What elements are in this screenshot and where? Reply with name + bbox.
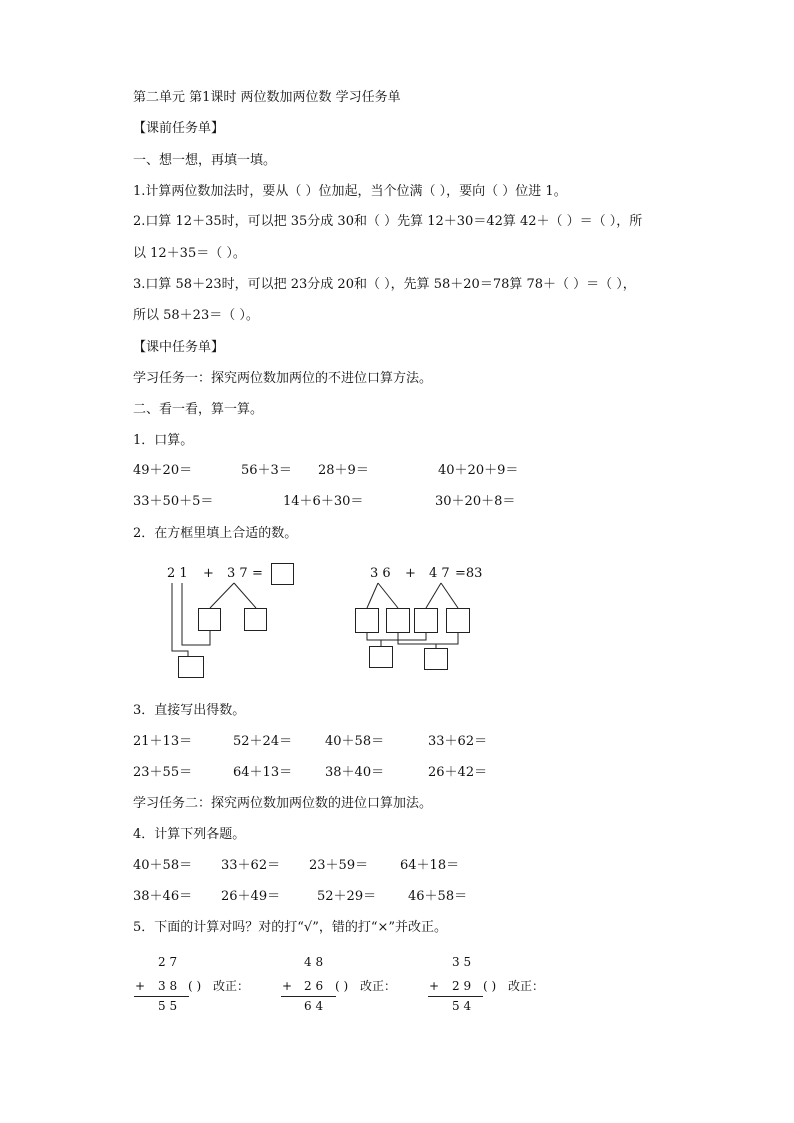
direct-calc-item: 26＋42＝ (428, 765, 488, 780)
carry-calc-item: 40＋58＝ (133, 858, 193, 873)
direct-calc-item: 40＋58＝ (325, 734, 385, 749)
left-plus: + (203, 566, 214, 581)
carry-calc-item: 33＋62＝ (221, 858, 281, 873)
part2-heading: 二、看一看，算一算。 (133, 402, 264, 417)
oral-calc-item: 56＋3＝ (241, 463, 292, 478)
carry-calc-item: 23＋59＝ (309, 858, 369, 873)
pre-task-heading: 【课前任务单】 (133, 121, 225, 136)
vertical-bottom: 2 6 (304, 979, 324, 993)
vertical-plus: + (282, 979, 293, 993)
direct-calc-item: 38＋40＝ (325, 765, 385, 780)
oral-calc-item: 28＋9＝ (318, 463, 369, 478)
right-plus: + (405, 566, 416, 581)
right-equals: =83 (455, 566, 483, 581)
part1-q2-line2: 以 12＋35＝（ ）。 (133, 246, 246, 261)
part2-q3-label: 3．直接写出得数。 (133, 703, 246, 718)
part1-q1: 1.计算两位数加法时，要从（ ）位加起，当个位满（ ），要向（ ）位进 1。 (133, 184, 567, 199)
check-paren[interactable]: ( ) (188, 979, 202, 993)
vertical-plus: + (429, 979, 440, 993)
vertical-top: 4 8 (304, 955, 324, 969)
left-equals: = (252, 566, 263, 581)
vertical-result: 5 5 (158, 999, 178, 1013)
direct-calc-item: 33＋62＝ (428, 734, 488, 749)
direct-calc-item: 21＋13＝ (133, 734, 193, 749)
page-title: 第二单元 第1课时 两位数加两位数 学习任务单 (133, 90, 401, 105)
check-paren[interactable]: ( ) (335, 979, 349, 993)
correction-label: 改正： (360, 979, 397, 993)
answer-box[interactable] (355, 608, 379, 633)
right-addend-b: 4 7 (429, 566, 450, 581)
vertical-rule (281, 996, 336, 997)
answer-box[interactable] (424, 648, 448, 670)
vertical-result: 5 4 (452, 999, 472, 1013)
part1-q3-line2: 所以 58＋23＝（ ）。 (133, 308, 259, 323)
correction-label: 改正： (213, 979, 250, 993)
direct-calc-item: 52＋24＝ (233, 734, 293, 749)
q4-label: 4．计算下列各题。 (133, 827, 246, 842)
correction-label: 改正： (508, 979, 545, 993)
direct-calc-item: 64＋13＝ (233, 765, 293, 780)
vertical-top: 2 7 (158, 955, 178, 969)
in-task-heading: 【课中任务单】 (133, 340, 225, 355)
right-addend-a: 3 6 (370, 566, 391, 581)
answer-box[interactable] (446, 608, 470, 633)
vertical-rule (428, 996, 483, 997)
answer-box[interactable] (369, 646, 393, 668)
answer-box[interactable] (178, 656, 204, 678)
carry-calc-item: 46＋58＝ (408, 889, 468, 904)
answer-box[interactable] (386, 608, 410, 633)
left-addend-a: 2 1 (167, 566, 188, 581)
carry-calc-item: 38＋46＝ (133, 889, 193, 904)
carry-calc-item: 64＋18＝ (400, 858, 460, 873)
vertical-result: 6 4 (304, 999, 324, 1013)
task1-title: 学习任务一：探究两位数加两位的不进位口算方法。 (133, 371, 433, 386)
answer-box[interactable] (414, 608, 438, 633)
left-addend-b: 3 7 (227, 566, 248, 581)
direct-calc-item: 23＋55＝ (133, 765, 193, 780)
vertical-rule (134, 996, 189, 997)
part1-heading: 一、想一想，再填一填。 (133, 153, 277, 168)
task2-title: 学习任务二：探究两位数加两位数的进位口算加法。 (133, 796, 433, 811)
oral-calc-item: 49＋20＝ (133, 463, 193, 478)
vertical-top: 3 5 (452, 955, 472, 969)
vertical-plus: + (135, 979, 146, 993)
carry-calc-item: 52＋29＝ (317, 889, 377, 904)
answer-box[interactable] (198, 608, 221, 631)
part1-q3-line1: 3.口算 58＋23时，可以把 23分成 20和（ ），先算 58＋20＝78算 78＋（ ）＝（ ）， (133, 277, 636, 292)
oral-calc-item: 33＋50＋5＝ (133, 494, 214, 509)
vertical-bottom: 2 9 (452, 979, 472, 993)
part2-q1-label: 1．口算。 (133, 433, 194, 448)
part2-q2-label: 2．在方框里填上合适的数。 (133, 526, 298, 541)
part1-q2-line1: 2.口算 12＋35时，可以把 35分成 30和（ ）先算 12＋30＝42算 42＋（ ）＝（ ），所 (133, 214, 643, 229)
answer-box[interactable] (244, 608, 267, 631)
q5-label: 5．下面的计算对吗？对的打“√”，错的打“×”并改正。 (133, 920, 448, 935)
check-paren[interactable]: ( ) (483, 979, 497, 993)
carry-calc-item: 26＋49＝ (221, 889, 281, 904)
oral-calc-item: 40＋20＋9＝ (438, 463, 519, 478)
oral-calc-item: 14＋6＋30＝ (283, 494, 364, 509)
vertical-bottom: 3 8 (158, 979, 178, 993)
oral-calc-item: 30＋20＋8＝ (435, 494, 516, 509)
